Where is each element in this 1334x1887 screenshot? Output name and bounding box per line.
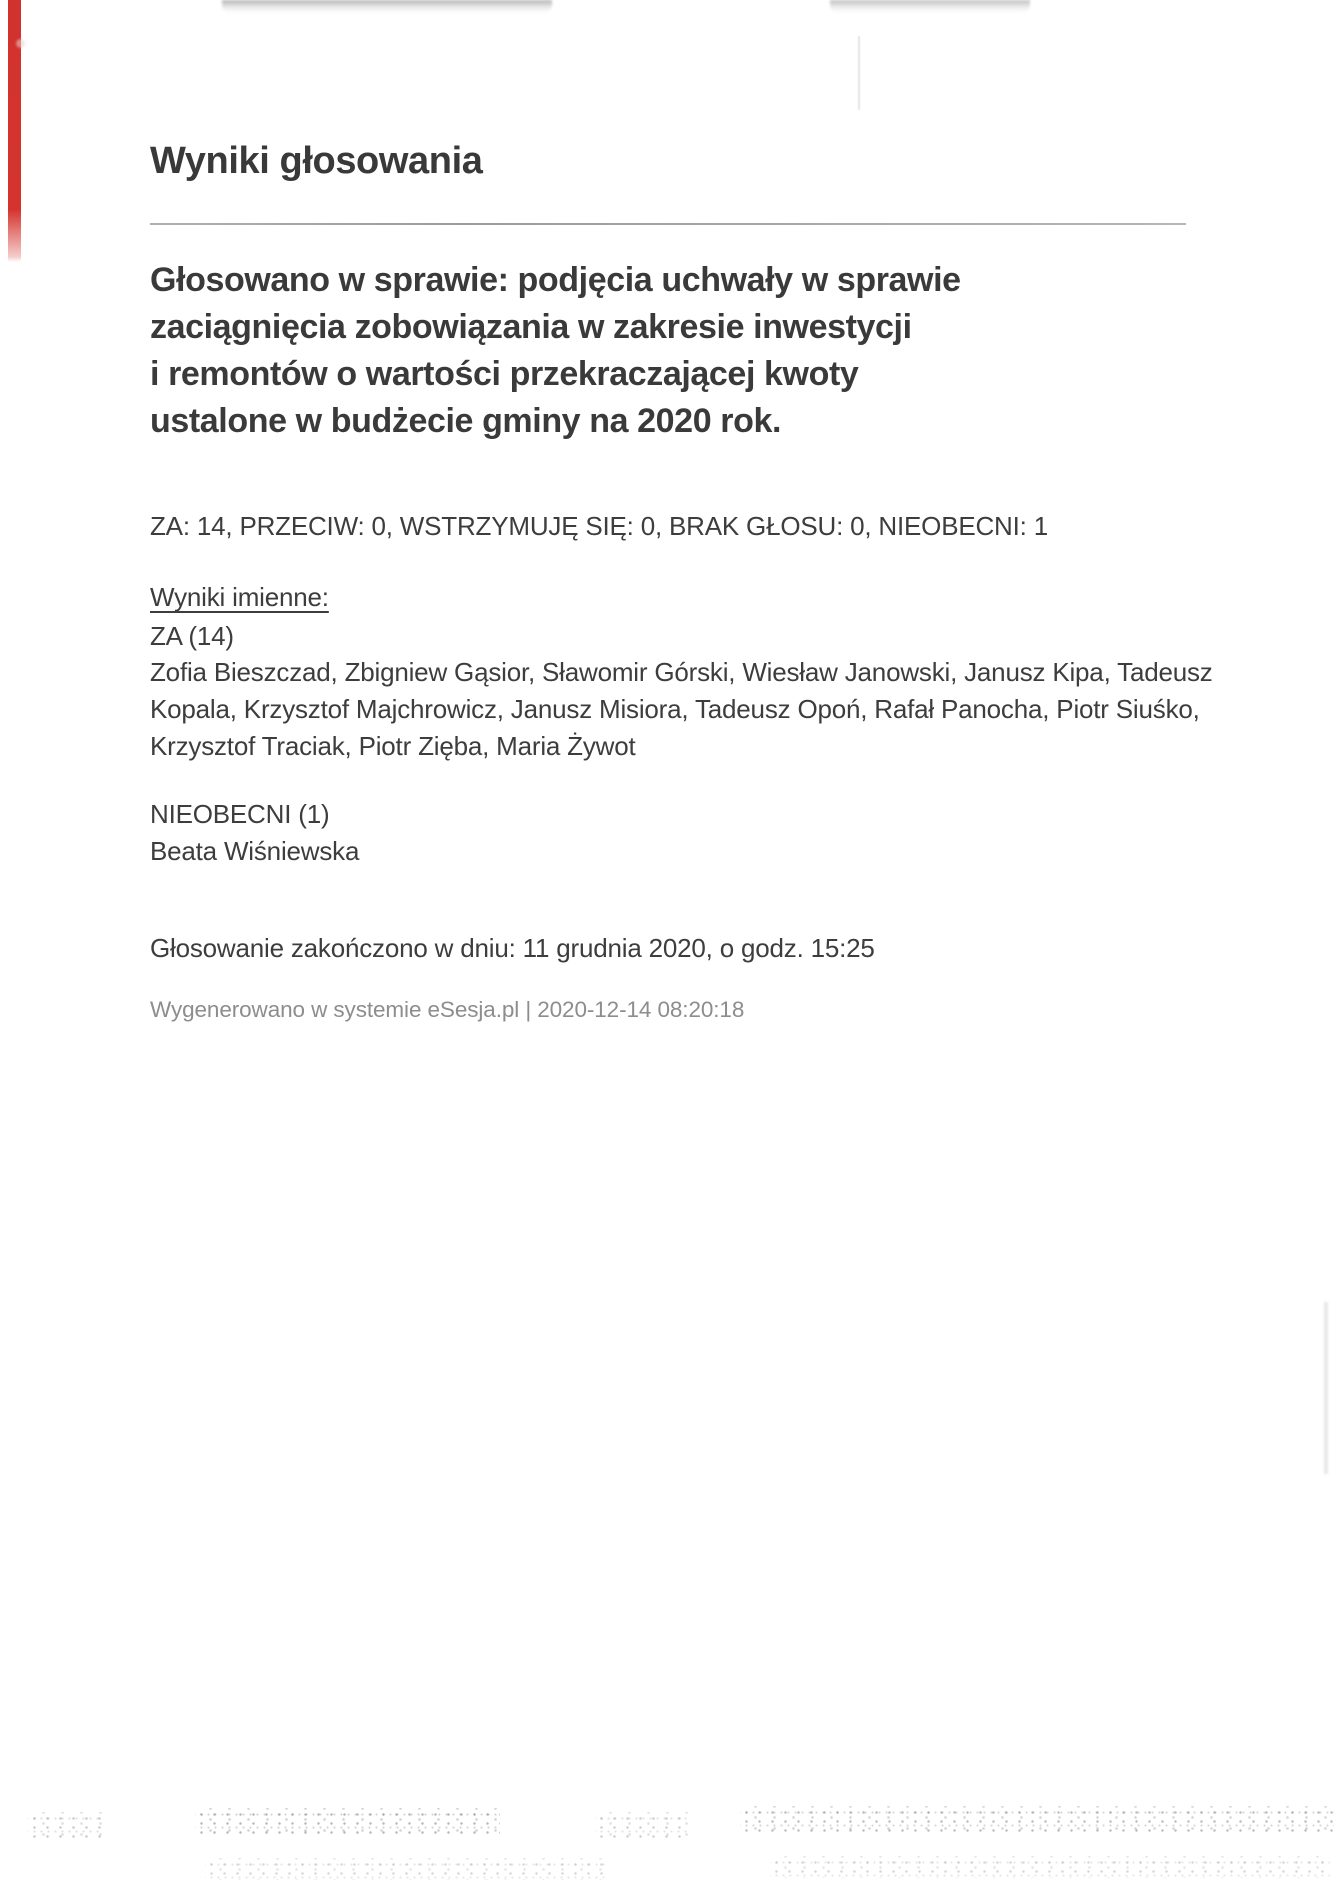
- voting-subject-heading: [150, 257, 1130, 445]
- closing-statement: Głosowanie zakończono w dniu: 11 grudnia 2020, o godz. 15:25: [150, 933, 875, 963]
- page-title: Wyniki głosowania: [150, 140, 483, 182]
- group-label-nieobecni: NIEOBECNI (1): [150, 799, 330, 829]
- scan-noise-strip: [770, 1856, 1330, 1878]
- scan-artifact-top-smudge: [830, 0, 1030, 13]
- scan-noise-strip: [205, 1858, 605, 1880]
- scan-noise-strip: [28, 1812, 103, 1840]
- scan-noise-strip: [740, 1806, 1334, 1834]
- scan-noise-strip: [195, 1808, 500, 1836]
- subject-line: Głosowano w sprawie: podjęcia uchwały w sprawie: [150, 261, 961, 299]
- named-results-heading: Wyniki imienne:: [150, 582, 329, 612]
- scan-artifact-top-smudge: [222, 0, 552, 13]
- group-names-nieobecni: Beata Wiśniewska: [150, 836, 360, 866]
- vote-summary: ZA: 14, PRZECIW: 0, WSTRZYMUJĘ SIĘ: 0, BRAK GŁOSU: 0, NIEOBECNI: 1: [150, 511, 1048, 541]
- subject-line: i remontów o wartości przekraczającej kwoty: [150, 355, 859, 393]
- scan-noise-strip: [595, 1812, 690, 1840]
- scan-artifact-edge-streak: [1324, 1302, 1328, 1474]
- title-divider: [150, 223, 1186, 225]
- subject-line: ustalone w budżecie gminy na 2020 rok.: [150, 402, 781, 440]
- generated-footer: Wygenerowano w systemie eSesja.pl | 2020-12-14 08:20:18: [150, 997, 745, 1022]
- subject-line: zaciągnięcia zobowiązania w zakresie inwestycji: [150, 308, 912, 346]
- scan-artifact-dot: [16, 39, 25, 48]
- group-names-za: Zofia Bieszczad, Zbigniew Gąsior, Sławomir Górski, Wiesław Janowski, Janusz Kipa, Tadeusz Kopala, Krzysztof Majchrowicz, Janusz Misiora, Tadeusz Opoń, Rafał Panocha, Piotr Siuśko, Krzysztof Traciak, Piotr Zięba, Maria Żywot: [150, 657, 1213, 761]
- scan-artifact-fold-line: [858, 36, 860, 110]
- group-label-za: ZA (14): [150, 621, 234, 651]
